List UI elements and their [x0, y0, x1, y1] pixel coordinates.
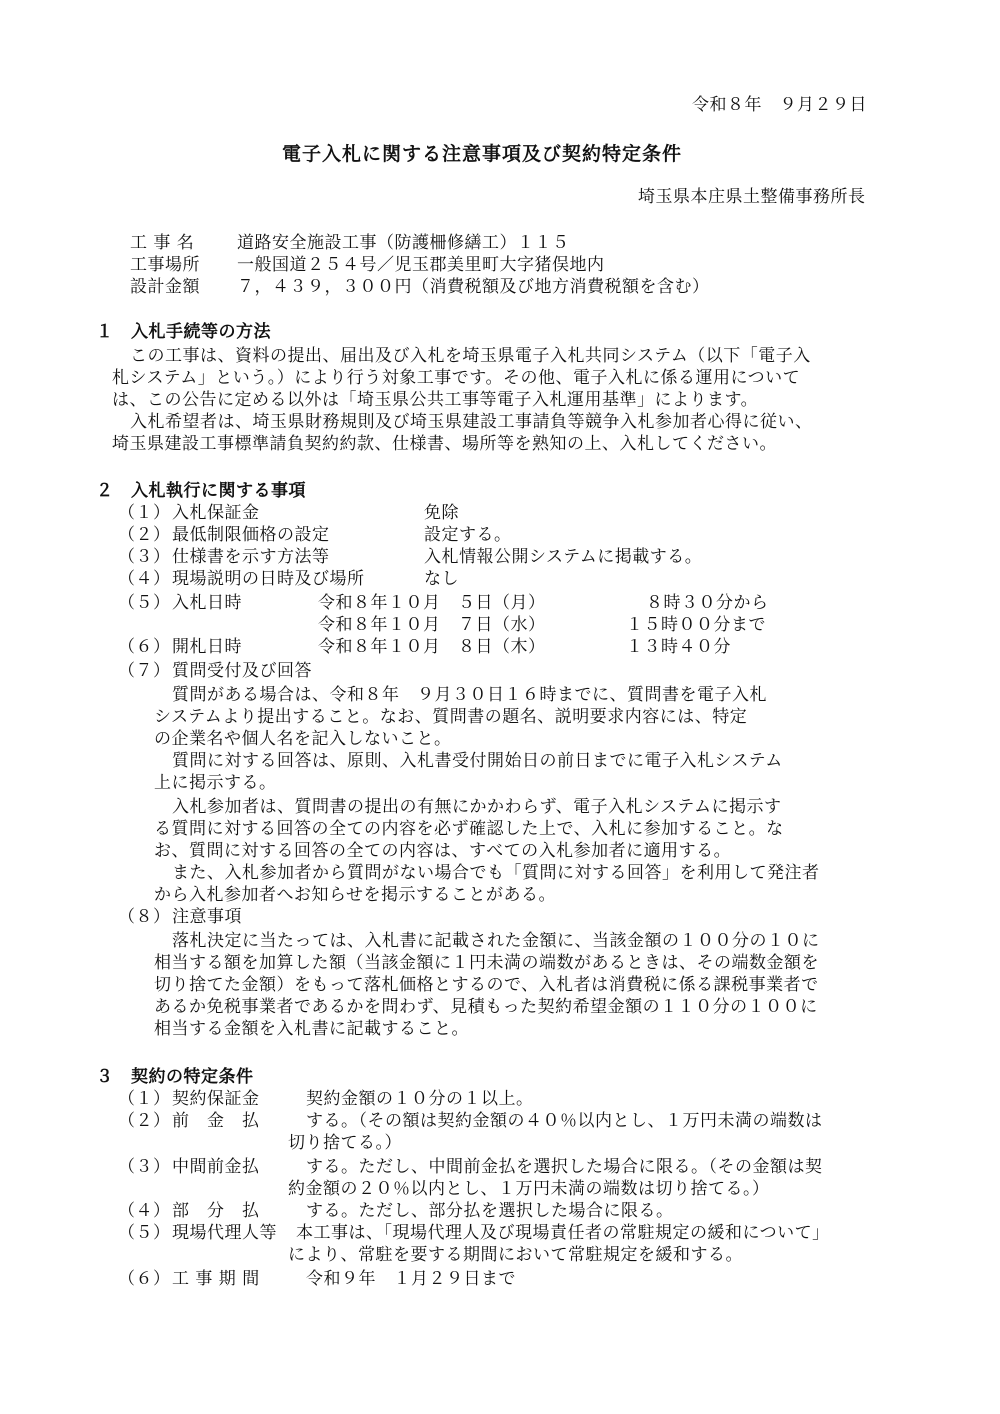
section-3-heading: ３ 契約の特定条件	[96, 1067, 254, 1087]
question-line: 質問がある場合は、令和８年 ９月３０日１６時までに、質問書を電子入札	[172, 685, 767, 705]
section-1-line: この工事は、資料の提出、届出及び入札を埼玉県電子入札共同システム（以下「電子入	[130, 346, 811, 366]
item-number: （４）	[118, 1201, 171, 1221]
item-value: 設定する。	[424, 525, 512, 545]
item-value: 免除	[424, 503, 459, 523]
item-label: 契約保証金	[172, 1089, 260, 1109]
question-line: の企業名や個人名を記入しないこと。	[154, 729, 452, 749]
item-number: （２）	[118, 1111, 171, 1131]
item-value: する。ただし、中間前金払を選択した場合に限る。（その金額は契	[306, 1157, 823, 1177]
item-number: （５）	[118, 1223, 171, 1243]
section-2-heading: ２ 入札執行に関する事項	[96, 481, 306, 501]
item-label: 入札保証金	[172, 503, 260, 523]
item-value: 入札情報公開システムに掲載する。	[424, 547, 703, 567]
section-1-line: 札システム」という。）により行う対象工事です。その他、電子入札に係る運用について	[112, 368, 801, 388]
item-value-continued: により、常駐を要する期間において常駐規定を緩和する。	[288, 1245, 743, 1265]
item-value: する。ただし、部分払を選択した場合に限る。	[306, 1201, 674, 1221]
item-label: 工 事 期 間	[172, 1269, 260, 1289]
item-label: 前 金 払	[172, 1111, 260, 1131]
item-label: 中間前金払	[172, 1157, 260, 1177]
item-value: する。（その額は契約金額の４０％以内とし、１万円未満の端数は	[306, 1111, 823, 1131]
question-line: また、入札参加者から質問がない場合でも「質問に対する回答」を利用して発注者	[172, 863, 820, 883]
document-date: 令和８年 ９月２９日	[692, 95, 867, 115]
item-label: 質問受付及び回答	[172, 661, 312, 681]
item-label: 開札日時	[172, 637, 242, 657]
item-number: （１）	[118, 503, 171, 523]
question-line: から入札参加者へお知らせを掲示することがある。	[154, 885, 556, 905]
item-number: （１）	[118, 1089, 171, 1109]
item-number: （８）	[118, 907, 171, 927]
item-value: 契約金額の１０分の１以上。	[306, 1089, 534, 1109]
question-line: る質問に対する回答の全ての内容を必ず確認した上で、入札に参加すること。な	[154, 819, 784, 839]
item-value: 本工事は、「現場代理人及び現場責任者の常駐規定の緩和について」	[296, 1223, 830, 1243]
notes-line: 切り捨てた金額）をもって落札価格とするので、入札者は消費税に係る課税事業者で	[154, 975, 819, 995]
item-label: 入札日時	[172, 593, 242, 613]
item-value-continued: 切り捨てる。）	[288, 1133, 402, 1153]
question-line: 質問に対する回答は、原則、入札書受付開始日の前日までに電子入札システム	[172, 751, 783, 771]
item-label: 仕様書を示す方法等	[172, 547, 330, 567]
item-label: 部 分 払	[172, 1201, 260, 1221]
project-name-value: 道路安全施設工事（防護柵修繕工）１１５	[237, 233, 570, 253]
section-1-line: 埼玉県建設工事標準請負契約約款、仕様書、場所等を熟知の上、入札してください。	[112, 434, 777, 454]
document-title: 電子入札に関する注意事項及び契約特定条件	[282, 143, 683, 165]
notes-line: 落札決定に当たっては、入札書に記載された金額に、当該金額の１００分の１０に	[172, 931, 820, 951]
project-place-label: 工事場所	[130, 255, 200, 275]
item-number: （３）	[118, 1157, 171, 1177]
notes-line: 相当する金額を入札書に記載すること。	[154, 1019, 469, 1039]
notes-line: 相当する額を加算した額（当該金額に１円未満の端数があるときは、その端数金額を	[154, 953, 819, 973]
item-label: 最低制限価格の設定	[172, 525, 330, 545]
project-amount-label: 設計金額	[130, 277, 200, 297]
question-line: 入札参加者は、質問書の提出の有無にかかわらず、電子入札システムに掲示す	[172, 797, 782, 817]
open-time: １３時４０分	[626, 637, 731, 657]
item-label: 現場代理人等	[172, 1223, 277, 1243]
item-number: （４）	[118, 569, 171, 589]
question-line: 上に掲示する。	[154, 773, 277, 793]
item-value-continued: 約金額の２０％以内とし、１万円未満の端数は切り捨てる。）	[288, 1179, 770, 1199]
project-name-label: 工 事 名	[130, 233, 195, 253]
bid-start-time: ８時３０分から	[646, 593, 769, 613]
item-number: （７）	[118, 661, 171, 681]
item-number: （６）	[118, 1269, 171, 1289]
item-label: 現場説明の日時及び場所	[172, 569, 365, 589]
bid-end-time: １５時００分まで	[626, 615, 766, 635]
item-number: （６）	[118, 637, 171, 657]
section-1-line: 入札希望者は、埼玉県財務規則及び埼玉県建設工事請負等競争入札参加者心得に従い、	[130, 412, 813, 432]
open-date: 令和８年１０月 ８日（木）	[318, 637, 546, 657]
question-line: お、質問に対する回答の全ての内容は、すべての入札参加者に適用する。	[154, 841, 732, 861]
section-1-line: は、この公告に定める以外は「埼玉県公共工事等電子入札運用基準」によります。	[112, 390, 759, 410]
project-amount-value: ７，４３９，３００円（消費税額及び地方消費税額を含む）	[237, 277, 710, 297]
item-label: 注意事項	[172, 907, 242, 927]
item-number: （５）	[118, 593, 171, 613]
bid-start-date: 令和８年１０月 ５日（月）	[318, 593, 546, 613]
item-value: 令和９年 １月２９日まで	[306, 1269, 516, 1289]
project-place-value: 一般国道２５４号／児玉郡美里町大字猪俣地内	[237, 255, 605, 275]
item-value: なし	[424, 569, 459, 589]
section-1-heading: １ 入札手続等の方法	[96, 322, 271, 342]
bid-end-date: 令和８年１０月 ７日（水）	[318, 615, 546, 635]
notes-line: あるか免税事業者であるかを問わず、見積もった契約希望金額の１１０分の１００に	[154, 997, 818, 1017]
issuer: 埼玉県本庄県土整備事務所長	[638, 187, 866, 207]
item-number: （２）	[118, 525, 171, 545]
item-number: （３）	[118, 547, 171, 567]
question-line: システムより提出すること。なお、質問書の題名、説明要求内容には、特定	[154, 707, 748, 727]
